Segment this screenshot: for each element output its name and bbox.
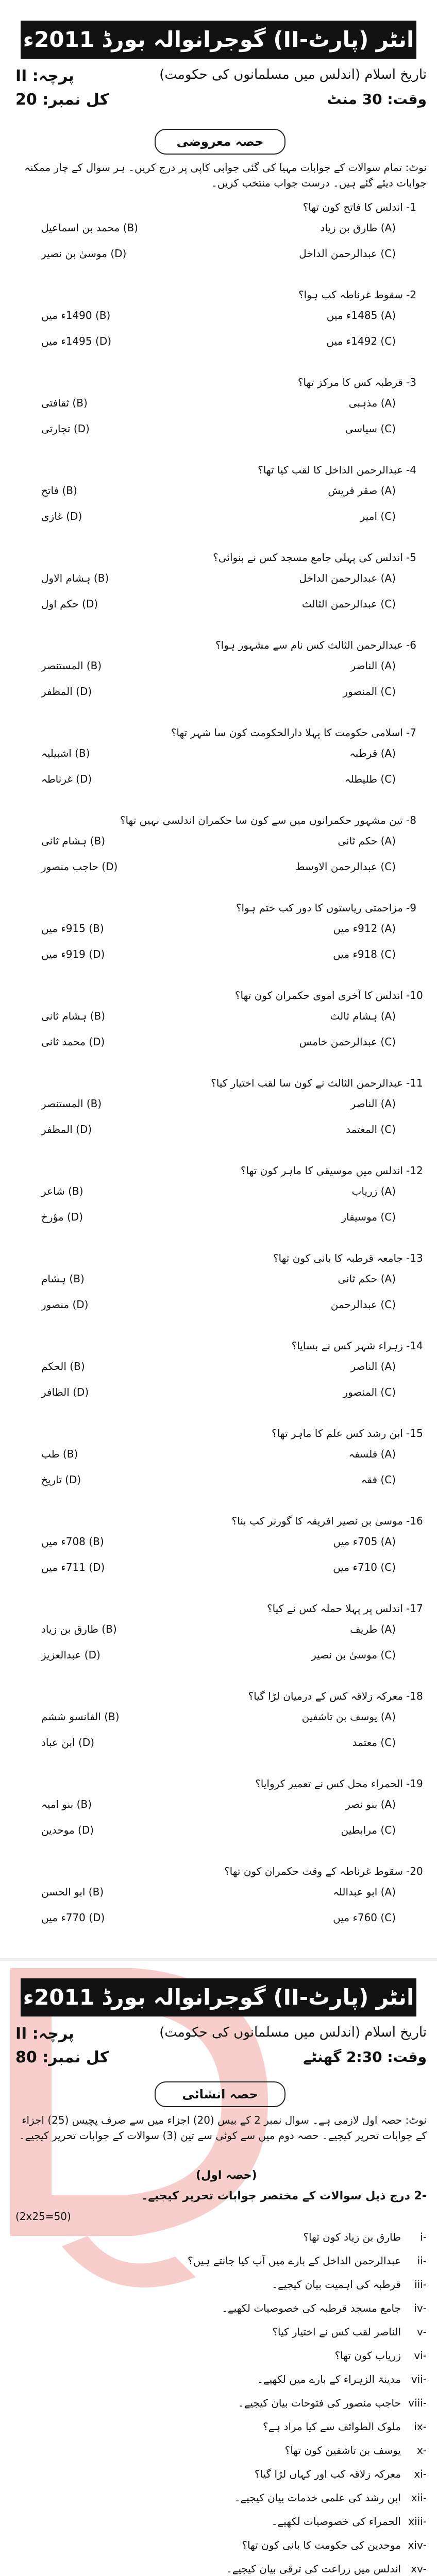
mcq-question: عبدالرحمن الثالث کس نام سے مشہور ہوا؟ <box>215 639 403 651</box>
mcq-option-b: (B) ہشام <box>41 1273 85 1285</box>
mcq-number: -17 <box>406 1602 423 1615</box>
mcq-question: ابن رشد کس علم کا ماہر تھا؟ <box>272 1427 403 1439</box>
mcq-item <box>10 1777 427 1868</box>
mcq-option-c: (C) طلیطلہ <box>344 773 396 785</box>
mcq-number: -6 <box>406 639 416 651</box>
short-question-item <box>10 2563 427 2576</box>
mcq-question: قرطبہ کس کا مرکز تھا؟ <box>297 376 403 388</box>
mcq-item <box>10 1690 427 1781</box>
short-question-text: حاجب منصور کی فتوحات بیان کیجیے۔ <box>238 2397 401 2409</box>
mcq-question: مزاحمتی ریاستوں کا دور کب ختم ہوا؟ <box>236 902 403 914</box>
mcq-option-d: (D) 711ء میں <box>41 1561 105 1573</box>
mcq-option-c: (C) فقہ <box>361 1473 396 1486</box>
mcq-number: -4 <box>406 464 416 476</box>
mcq-item <box>10 989 427 1080</box>
part-one-label: (حصہ اول) <box>196 2169 257 2182</box>
mcq-number: -3 <box>406 376 416 388</box>
mcq-option-d: (D) 919ء میں <box>41 948 105 960</box>
mcq-option-a: (A) صقر قریش <box>328 484 396 497</box>
paper-header-info <box>10 67 427 118</box>
paper-divider <box>0 1958 437 1961</box>
mcq-number: -1 <box>406 201 416 213</box>
total-marks: کل نمبر: 80 <box>15 2048 109 2066</box>
mcq-option-c: (C) سیاسی <box>345 422 396 435</box>
subjective-paper <box>0 1963 437 2576</box>
mcq-question: اندلس کی پہلی جامع مسجد کس نے بنوائی؟ <box>213 551 403 564</box>
short-question-text: زریاب کون تھا؟ <box>334 2349 401 2362</box>
mcq-option-a: (A) الناصر <box>350 659 396 672</box>
mcq-option-c: (C) عبدالرحمن الثالث <box>301 598 396 610</box>
mcq-item <box>10 201 427 292</box>
short-question-item <box>10 2255 427 2271</box>
mcq-item <box>10 551 427 642</box>
mcq-item <box>10 639 427 730</box>
short-question-text: عبدالرحمن الداخل کے بارے میں آپ کیا جانتے ہیں؟ <box>187 2255 401 2267</box>
mcq-option-c: (C) المنصور <box>343 685 396 698</box>
mcq-option-b: (B) ہشام ثانی <box>41 835 105 847</box>
mcq-number: -5 <box>406 551 416 564</box>
mcq-option-c: (C) المنصور <box>343 1386 396 1398</box>
mcq-option-c: (C) عبدالرحمن الداخل <box>299 247 396 260</box>
mcq-option-a: (A) طریف <box>350 1623 396 1635</box>
mcq-number: -12 <box>406 1164 423 1177</box>
short-question-text: جامع مسجد قرطبہ کی خصوصیات لکھیے۔ <box>222 2302 401 2314</box>
mcq-option-a: (A) عبدالرحمن الداخل <box>299 572 396 584</box>
short-question-text: الحمراء کی خصوصیات لکھیے۔ <box>271 2515 401 2528</box>
mcq-number: -19 <box>406 1777 423 1790</box>
question-2-text: -2 درج ذیل سوالات کے مختصر جوابات تحریر کیجیے۔ <box>141 2190 427 2202</box>
mcq-option-d: (D) 770ء میں <box>41 1911 105 1924</box>
mcq-option-a: (A) زریاب <box>351 1185 396 1197</box>
mcq-number: -8 <box>406 814 416 826</box>
mcq-option-b: (B) المستنصر <box>41 1097 102 1110</box>
mcq-question: معرکہ زلاقہ کس کے درمیان لڑا گیا؟ <box>248 1690 403 1702</box>
mcq-option-a: (A) حکم ثانی <box>338 1273 396 1285</box>
mcq-option-b: (B) ہشام الاول <box>41 572 109 584</box>
mcq-item <box>10 1602 427 1693</box>
mcq-item <box>10 1252 427 1343</box>
mcq-option-c: (C) عبدالرحمن الاوسط <box>295 860 396 873</box>
mcq-item <box>10 902 427 992</box>
mcq-option-a: (A) ہشام ثالث <box>330 1010 396 1022</box>
short-question-text: اندلس میں زراعت کی ترقی بیان کیجیے۔ <box>226 2563 401 2575</box>
mcq-question: اندلس پر پہلا حملہ کس نے کیا؟ <box>266 1602 403 1615</box>
mcq-number: -15 <box>406 1427 423 1439</box>
mcq-option-d: (D) غرناطہ <box>41 773 92 785</box>
short-question-number: -xv <box>411 2563 427 2575</box>
mcq-option-c: (C) 760ء میں <box>333 1911 396 1924</box>
mcq-option-d: (D) الظافر <box>41 1386 89 1398</box>
short-question-item <box>10 2373 427 2389</box>
mcq-option-d: (D) غازی <box>41 510 82 522</box>
mcq-option-b: (B) المستنصر <box>41 659 102 672</box>
short-question-item <box>10 2231 427 2247</box>
mcq-number: -10 <box>406 989 423 1002</box>
mcq-option-c: (C) عبدالرحمن <box>330 1298 396 1311</box>
short-question-number: -xiv <box>408 2539 427 2551</box>
short-question-text: قرطبہ کی اہمیت بیان کیجیے۔ <box>272 2278 401 2291</box>
short-question-item <box>10 2492 427 2508</box>
mcq-option-d: (D) حکم اول <box>41 598 98 610</box>
mcq-question: اندلس کا فاتح کون تھا؟ <box>302 201 403 213</box>
mcq-option-c: (C) مرابطین <box>341 1824 396 1836</box>
mcq-question: عبدالرحمن الثالث نے کون سا لقب اختیار کیا؟ <box>211 1077 403 1089</box>
mcq-option-b: (B) اشبیلیہ <box>41 747 90 759</box>
short-question-item <box>10 2515 427 2532</box>
short-question-item <box>10 2444 427 2461</box>
mcq-item <box>10 726 427 817</box>
total-marks: کل نمبر: 20 <box>15 91 109 109</box>
mcq-option-a: (A) ابو عبداللہ <box>333 1886 396 1898</box>
mcq-number: -16 <box>406 1515 423 1527</box>
mcq-item <box>10 1077 427 1167</box>
paper-title-bar: انٹر (پارٹ-II) گوجرانوالہ بورڈ 2011ء <box>21 21 416 59</box>
short-question-item <box>10 2420 427 2437</box>
subject-title: تاریخ اسلام (اندلس میں مسلمانوں کی حکومت) <box>159 67 427 82</box>
mcq-option-d: (D) حاجب منصور <box>41 860 118 873</box>
mcq-number: -2 <box>406 289 416 301</box>
mcq-option-d: (D) 1495ء میں <box>41 335 112 347</box>
mcq-option-a: (A) بنو نصر <box>345 1798 396 1810</box>
mcq-option-c: (C) موسیٰ بن نصیر <box>311 1649 396 1661</box>
short-question-number: -xii <box>411 2492 427 2504</box>
mcq-option-a: (A) 1485ء میں <box>326 309 396 321</box>
mcq-question: سقوط غرناطہ کے وقت حکمران کون تھا؟ <box>224 1865 403 1877</box>
mcq-number: -9 <box>406 902 416 914</box>
mcq-number: -20 <box>406 1865 423 1877</box>
mcq-question: سقوط غرناطہ کب ہوا؟ <box>298 289 403 301</box>
short-question-text: معرکہ زلاقہ کب اور کہاں لڑا گیا؟ <box>254 2468 401 2480</box>
mcq-option-b: (B) 708ء میں <box>41 1535 104 1548</box>
mcq-option-b: (B) ہشام ثانی <box>41 1010 105 1022</box>
mcq-option-b: (B) 1490ء میں <box>41 309 111 321</box>
mcq-option-b: (B) 915ء میں <box>41 922 104 935</box>
mcq-question: زہراء شہر کس نے بسایا؟ <box>291 1340 403 1352</box>
mcq-item <box>10 1515 427 1605</box>
mcq-number: -14 <box>406 1340 423 1352</box>
mcq-option-b: (B) الفانسو ششم <box>41 1710 120 1723</box>
mcq-option-d: (D) منصور <box>41 1298 89 1311</box>
mcq-option-b: (B) ابو الحسن <box>41 1886 104 1898</box>
mcq-option-c: (C) المعتمد <box>346 1123 396 1136</box>
short-question-text: طارق بن زیاد کون تھا؟ <box>303 2231 401 2243</box>
mcq-option-b: (B) فاتح <box>41 484 77 497</box>
mcq-option-d: (D) تاریخ <box>41 1473 81 1486</box>
mcq-option-b: (B) ثقافتی <box>41 397 88 409</box>
mcq-question: عبدالرحمن الداخل کا لقب کیا تھا؟ <box>258 464 403 476</box>
short-question-text: ملوک الطوائف سے کیا مراد ہے؟ <box>263 2420 401 2433</box>
short-question-item <box>10 2349 427 2366</box>
short-question-item <box>10 2397 427 2413</box>
mcq-option-c: (C) امیر <box>360 510 396 522</box>
short-question-text: موحدین کی حکومت کا بانی کون تھا؟ <box>242 2539 401 2551</box>
section-banner-subjective: حصہ انشائی <box>155 2081 285 2107</box>
mcq-question: اندلس کا آخری اموی حکمران کون تھا؟ <box>234 989 403 1002</box>
mcq-option-b: (B) طب <box>41 1448 78 1460</box>
instructions-note: نوٹ: حصہ اول لازمی ہے۔ سوال نمبر 2 کے بیس (20) اجزاء میں سے صرف پچیس (25) اجزاء کے جوابات تحریر کیجیے۔ حصہ دوم میں سے کوئی سے تین (3) سوالات کے جوابات تحریر کیجیے۔ <box>19 2114 427 2142</box>
short-question-text: الناصر لقب کس نے اختیار کیا؟ <box>272 2326 401 2338</box>
time-allowed: وقت: 2:30 گھنٹے <box>303 2048 427 2065</box>
mcq-option-c: (C) موسیقار <box>341 1211 396 1223</box>
mcq-option-d: (D) موسیٰ بن نصیر <box>41 247 127 260</box>
short-question-number: -xiii <box>408 2515 427 2528</box>
mcq-option-a: (A) قرطبہ <box>349 747 396 759</box>
mcq-option-d: (D) عبدالعزیز <box>41 1649 100 1661</box>
mcq-option-d: (D) محمد ثانی <box>41 1036 105 1048</box>
mcq-item <box>10 464 427 554</box>
mcq-number: -11 <box>406 1077 423 1089</box>
mcq-option-a: (A) طارق بن زیاد <box>320 222 396 234</box>
mcq-option-d: (D) ابن عباد <box>41 1736 95 1749</box>
short-question-item <box>10 2278 427 2295</box>
mcq-option-a: (A) فلسفہ <box>348 1448 396 1460</box>
mcq-option-d: (D) المظفر <box>41 685 92 698</box>
short-question-number: -ii <box>417 2255 427 2267</box>
mcq-option-c: (C) 918ء میں <box>333 948 396 960</box>
mcq-option-a: (A) 912ء میں <box>333 922 396 935</box>
mcq-item <box>10 1164 427 1255</box>
short-question-number: -vi <box>414 2349 427 2362</box>
mcq-option-a: (A) یوسف بن تاشفین <box>301 1710 396 1723</box>
mcq-item <box>10 814 427 905</box>
mcq-number: -18 <box>406 1690 423 1702</box>
time-allowed: وقت: 30 منٹ <box>327 91 427 108</box>
mcq-question: جامعہ قرطبہ کا بانی کون تھا؟ <box>273 1252 403 1264</box>
short-question-number: -v <box>416 2326 427 2338</box>
question-2-marks: (2x25=50) <box>15 2210 71 2223</box>
mcq-option-d: (D) المظفر <box>41 1123 92 1136</box>
mcq-option-d: (D) تجارتی <box>41 422 90 435</box>
mcq-option-a: (A) حکم ثانی <box>338 835 396 847</box>
mcq-item <box>10 1340 427 1430</box>
short-question-item <box>10 2326 427 2342</box>
mcq-item <box>10 1427 427 1518</box>
mcq-option-a: (A) الناصر <box>350 1097 396 1110</box>
short-question-number: -vii <box>411 2373 427 2385</box>
mcq-option-a: (A) مذہبی <box>348 397 396 409</box>
mcq-question: اندلس میں موسیقی کا ماہر کون تھا؟ <box>240 1164 403 1177</box>
paper-title-bar: انٹر (پارٹ-II) گوجرانوالہ بورڈ 2011ء <box>21 1978 416 2016</box>
mcq-option-b: (B) بنو امیہ <box>41 1798 92 1810</box>
short-question-number: -iii <box>414 2278 427 2291</box>
mcq-option-b: (B) طارق بن زیاد <box>41 1623 117 1635</box>
short-question-item <box>10 2302 427 2318</box>
short-question-number: -ix <box>414 2420 427 2433</box>
paper-number: پرچہ: II <box>15 2025 74 2043</box>
short-question-text: ابن رشد کی علمی خدمات بیان کیجیے۔ <box>234 2492 401 2504</box>
mcq-option-a: (A) 705ء میں <box>333 1535 396 1548</box>
mcq-number: -13 <box>406 1252 423 1264</box>
mcq-question: تین مشہور حکمرانوں میں سے کون سا حکمران اندلسی نہیں تھا؟ <box>120 814 403 826</box>
mcq-option-c: (C) 1492ء میں <box>326 335 396 347</box>
short-question-number: -x <box>416 2444 427 2456</box>
short-question-text: مدینۃ الزہراء کے بارے میں لکھیے۔ <box>257 2373 401 2385</box>
question-2-heading <box>10 2190 427 2207</box>
instructions-note: نوٹ: تمام سوالات کے جوابات مہیا کی گئی جوابی کاپی پر درج کریں۔ ہر سوال کے چار ممکنہ جوابات دیئے گئے ہیں۔ درست جواب منتخب کریں۔ <box>24 161 427 189</box>
mcq-option-d: (D) مؤرخ <box>41 1211 83 1223</box>
mcq-option-c: (C) معتمد <box>352 1736 396 1749</box>
paper-header-info <box>10 2025 427 2076</box>
mcq-number: -7 <box>406 726 416 739</box>
mcq-item <box>10 1865 427 1956</box>
mcq-option-b: (B) شاعر <box>41 1185 83 1197</box>
mcq-option-c: (C) 710ء میں <box>333 1561 396 1573</box>
short-question-text: یوسف بن تاشفین کون تھا؟ <box>284 2444 401 2456</box>
mcq-option-d: (D) موحدین <box>41 1824 94 1836</box>
mcq-question: موسیٰ بن نصیر افریقہ کا گورنر کب بنا؟ <box>231 1515 403 1527</box>
mcq-option-b: (B) الحکم <box>41 1360 85 1372</box>
subject-title: تاریخ اسلام (اندلس میں مسلمانوں کی حکومت) <box>159 2025 427 2040</box>
mcq-option-b: (B) محمد بن اسماعیل <box>41 222 138 234</box>
short-question-number: -iv <box>414 2302 427 2314</box>
mcq-item <box>10 289 427 379</box>
short-question-number: -xi <box>414 2468 427 2480</box>
short-question-item <box>10 2539 427 2555</box>
mcq-option-a: (A) الناصر <box>350 1360 396 1372</box>
mcq-option-c: (C) عبدالرحمن خامس <box>299 1036 396 1048</box>
mcq-question: الحمراء محل کس نے تعمیر کروایا؟ <box>255 1777 403 1790</box>
mcq-question: اسلامی حکومت کا پہلا دارالحکومت کون سا شہر تھا؟ <box>171 726 403 739</box>
mcq-item <box>10 376 427 467</box>
paper-number: پرچہ: II <box>15 67 74 85</box>
short-question-number: -viii <box>408 2397 427 2409</box>
section-banner-objective: حصہ معروضی <box>155 129 285 155</box>
short-question-item <box>10 2468 427 2484</box>
short-question-number: -i <box>420 2231 427 2243</box>
